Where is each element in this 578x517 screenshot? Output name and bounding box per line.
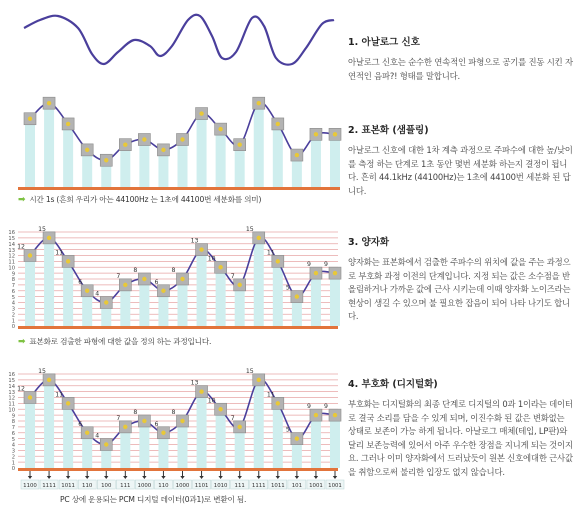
y-tick-label: 1 — [11, 460, 15, 467]
sample-bar — [63, 261, 73, 326]
section-desc-encoding: 부호화는 디지털화의 최종 단계로 디지털의 0과 1이라는 데이터로 결국 소리를 담을 수 있게 되며, 이진수화 된 값은 변화없는 상태로 보존이 가능 하게 됩니다. 아날로그 매체(테입, LP판)와 달리 보존능력에 있어서 아주 우수한 장점을 지니게 되는 것이지요. 그러나 이미 양자화에서 드러났듯이 원본 신호에대한 근사값을 취함으로써 불리한 입장도 없지 않습니다. — [348, 399, 573, 477]
section-desc-sampling: 아날로그 신호에 대한 1차 계측 과정으로 주파수에 대한 높/낮이를 측정 하는 단계로 1초 동안 몇번 세분화 하는지 결정이 됩니다. 흔히 44.1kHz (44100Hz)는 1초에 44100번 세분화 된 답니다. — [348, 145, 573, 196]
section-title-analog: 1. 아날로그 신호 — [348, 37, 420, 48]
binary-code-label: 1001 — [328, 483, 342, 489]
y-tick-label: 4 — [11, 442, 15, 449]
y-tick-label: 5 — [11, 294, 15, 301]
sample-value-label: 9 — [324, 403, 328, 411]
sample-dot — [161, 148, 165, 152]
sample-bar — [197, 392, 207, 468]
y-tick-label: 2 — [11, 454, 15, 461]
sample-dot — [47, 101, 51, 105]
binary-code-label: 1000 — [175, 483, 190, 489]
y-tick-label: 2 — [11, 312, 15, 319]
section-title-sampling: 2. 표본화 (샘플링) — [348, 125, 429, 136]
arrow-down-icon — [123, 476, 127, 479]
sample-bar — [139, 421, 149, 468]
y-tick-label: 10 — [8, 265, 15, 272]
binary-code-label: 1011 — [61, 483, 75, 489]
y-tick-label: 3 — [11, 448, 15, 455]
y-tick-label: 10 — [8, 407, 15, 414]
sample-dot — [123, 142, 127, 146]
analog-wave-line — [24, 15, 334, 65]
y-tick-label: 9 — [11, 413, 15, 420]
sample-bar — [311, 273, 321, 326]
sample-dot — [257, 236, 261, 240]
sample-value-label: 9 — [306, 261, 311, 269]
sample-dot — [123, 425, 127, 429]
level-baseline — [18, 326, 338, 329]
sample-dot — [142, 419, 146, 423]
sample-dot — [237, 142, 241, 146]
sample-dot — [295, 294, 299, 298]
y-tick-label: 6 — [11, 430, 15, 437]
sample-dot — [276, 401, 280, 405]
section-quantization — [348, 234, 574, 324]
y-tick-label: 11 — [8, 401, 15, 408]
quantization-chart — [0, 226, 340, 334]
sample-bar — [216, 267, 226, 326]
sample-value-label: 7 — [116, 414, 121, 422]
y-tick-label: 12 — [8, 395, 15, 402]
arrow-down-icon — [161, 476, 165, 479]
sample-bar — [178, 140, 188, 188]
sample-dot — [237, 283, 241, 287]
sample-dot — [333, 413, 337, 417]
y-tick-label: 14 — [8, 241, 15, 248]
sample-dot — [123, 283, 127, 287]
sample-value-label: 11 — [266, 391, 275, 399]
analog-wave-panel — [0, 6, 340, 86]
sample-value-label: 13 — [190, 379, 199, 387]
y-tick-label: 7 — [11, 283, 15, 290]
y-tick-label: 16 — [8, 230, 15, 237]
sample-dot — [161, 289, 165, 293]
sample-dot — [199, 247, 203, 251]
sample-dot — [66, 401, 70, 405]
sample-dot — [142, 137, 146, 141]
arrow-down-icon — [85, 476, 89, 479]
section-encoding — [348, 376, 574, 480]
sample-dot — [28, 395, 32, 399]
encoding-chart — [0, 368, 340, 490]
sample-value-label: 11 — [266, 249, 275, 257]
sample-value-label: 15 — [245, 367, 254, 375]
y-tick-label: 13 — [8, 389, 15, 396]
sample-bar — [197, 114, 207, 187]
binary-code-label: 1000 — [137, 483, 152, 489]
binary-code-label: 1010 — [213, 483, 228, 489]
arrow-down-icon — [314, 476, 318, 479]
sample-value-label: 7 — [116, 272, 121, 280]
sample-bar — [235, 145, 245, 187]
sample-value-label: 11 — [55, 249, 64, 257]
arrow-down-icon — [199, 476, 203, 479]
sample-value-label: 10 — [207, 397, 216, 405]
sample-value-label: 4 — [95, 290, 100, 298]
binary-code-label: 1111 — [251, 483, 266, 489]
sample-value-label: 8 — [133, 267, 138, 274]
arrow-down-icon — [47, 476, 51, 479]
sample-dot — [85, 431, 89, 435]
section-desc-analog: 아날로그 신호는 순수한 연속적인 파형으로 공기를 진동 시킨 자연적인 음파?! 형태를 말합니다. — [348, 57, 573, 81]
y-tick-label: 8 — [11, 419, 15, 426]
y-tick-label: 11 — [8, 259, 15, 266]
binary-code-label: 101 — [291, 483, 303, 489]
sample-dot — [218, 265, 222, 269]
sample-bar — [216, 129, 226, 187]
sample-dot — [314, 132, 318, 136]
sample-bar — [178, 421, 188, 468]
y-tick-label: 6 — [11, 288, 15, 295]
sample-dot — [276, 259, 280, 263]
y-tick-label: 16 — [8, 372, 15, 379]
sample-bar — [25, 119, 35, 187]
section-title-quantization: 3. 양자화 — [348, 237, 390, 248]
quantization-caption-text: 표본화로 검출한 파형에 대한 값을 정의 하는 과정입니다. — [29, 337, 212, 346]
sample-value-label: 7 — [230, 414, 235, 422]
binary-code-label: 1101 — [194, 483, 209, 489]
sample-bar — [254, 380, 264, 468]
arrow-down-icon — [237, 476, 241, 479]
sample-dot — [161, 431, 165, 435]
sample-value-label: 13 — [190, 237, 199, 245]
sample-bar — [330, 134, 340, 187]
sample-dot — [333, 132, 337, 136]
sample-bar — [197, 250, 207, 326]
y-tick-label: 14 — [8, 383, 15, 390]
arrow-down-icon — [66, 476, 70, 479]
binary-code-label: 110 — [82, 483, 93, 489]
sample-bar — [178, 279, 188, 326]
sample-dot — [314, 271, 318, 275]
arrow-down-icon — [257, 476, 261, 479]
sample-value-label: 9 — [306, 403, 311, 411]
time-baseline — [18, 187, 340, 190]
sample-dot — [237, 425, 241, 429]
binary-code-label: 110 — [158, 483, 169, 489]
sample-bar — [25, 398, 35, 469]
y-tick-label: 4 — [11, 300, 15, 307]
sample-value-label: 11 — [55, 391, 64, 399]
sampling-caption — [18, 194, 261, 205]
encoding-caption-text: PC 상에 운용되는 PCM 디지털 데이터(0과1)로 변환이 됨. — [60, 495, 247, 504]
sample-value-label: 12 — [17, 385, 25, 393]
sample-value-label: 12 — [17, 243, 25, 251]
sample-bar — [273, 403, 283, 468]
sample-value-label: 7 — [230, 272, 235, 280]
sample-dot — [47, 236, 51, 240]
y-tick-label: 8 — [11, 277, 15, 284]
sample-bar — [254, 103, 264, 187]
sample-value-label: 6 — [78, 278, 83, 286]
y-tick-label: 12 — [8, 253, 15, 260]
sample-value-label: 9 — [324, 261, 328, 269]
sample-dot — [314, 413, 318, 417]
arrow-down-icon — [333, 476, 337, 479]
sample-value-label: 6 — [154, 278, 159, 286]
section-desc-quantization: 양자화는 표본화에서 검출한 주파수의 위치에 값을 주는 과정으로 부호화 과정 이전의 단계입니다. 지정 되는 값은 소수점을 반올림하거나 가까운 값에 근사 시키는데 이때 양자화 노이즈라는 현상이 생길 수 있으며 불 필요한 잡음이 되어 나타 나기도 합니다. — [348, 257, 571, 322]
sample-dot — [85, 289, 89, 293]
sample-value-label: 15 — [38, 225, 46, 233]
sample-value-label: 15 — [245, 225, 254, 233]
sample-dot — [199, 389, 203, 393]
section-analog — [348, 34, 574, 83]
y-tick-label: 1 — [11, 318, 15, 325]
quantization-caption — [18, 336, 211, 347]
arrow-down-icon — [28, 476, 32, 479]
y-tick-label: 15 — [8, 236, 15, 243]
binary-code-label: 1001 — [309, 483, 323, 489]
sample-dot — [295, 436, 299, 440]
sample-bar — [216, 409, 226, 468]
sample-dot — [180, 277, 184, 281]
sample-value-label: 6 — [78, 420, 83, 428]
sample-dot — [104, 158, 108, 162]
sampling-caption-text: 시간 1s (흔희 우리가 아는 44100Hz 는 1초에 44100번 세분화를 의미) — [29, 195, 262, 204]
binary-code-label: 100 — [101, 483, 112, 489]
sample-dot — [66, 259, 70, 263]
sample-bar — [139, 140, 149, 188]
arrow-down-icon — [104, 476, 108, 479]
arrow-down-icon — [218, 476, 222, 479]
arrow-down-icon — [180, 476, 184, 479]
sample-dot — [180, 419, 184, 423]
section-sampling — [348, 122, 574, 198]
sample-dot — [66, 122, 70, 126]
sample-value-label: 6 — [154, 420, 159, 428]
sample-dot — [295, 153, 299, 157]
arrow-down-icon — [276, 476, 280, 479]
sample-dot — [28, 253, 32, 257]
sample-bar — [25, 256, 35, 327]
sample-dot — [257, 101, 261, 105]
sample-bar — [44, 238, 54, 326]
sample-bar — [44, 380, 54, 468]
y-tick-label: 15 — [8, 378, 15, 385]
y-tick-label: 0 — [11, 466, 15, 473]
y-tick-label: 7 — [11, 425, 15, 432]
sample-value-label: 5 — [285, 426, 290, 434]
sample-bar — [311, 134, 321, 187]
binary-code-label: 111 — [234, 483, 245, 489]
encoding-caption — [60, 494, 246, 505]
y-tick-label: 9 — [11, 271, 15, 278]
sample-dot — [85, 148, 89, 152]
y-tick-label: 0 — [11, 324, 15, 331]
sample-value-label: 8 — [133, 409, 138, 416]
sample-bar — [254, 238, 264, 326]
sample-dot — [142, 277, 146, 281]
sample-bar — [63, 403, 73, 468]
arrow-down-icon — [142, 476, 146, 479]
sample-bar — [330, 415, 340, 468]
sampling-chart — [0, 90, 340, 192]
binary-code-label: 1111 — [42, 483, 56, 489]
binary-code-label: 1011 — [270, 483, 285, 489]
sample-dot — [28, 117, 32, 121]
sample-dot — [180, 137, 184, 141]
sample-value-label: 10 — [207, 255, 216, 263]
section-title-encoding: 4. 부호화 (디지털화) — [348, 379, 438, 390]
arrow-right-icon: ➡ — [18, 195, 26, 205]
sample-bar — [330, 273, 340, 326]
y-tick-label: 5 — [11, 436, 15, 443]
sample-dot — [199, 111, 203, 115]
sample-dot — [104, 442, 108, 446]
sample-dot — [47, 378, 51, 382]
sample-value-label: 8 — [171, 409, 176, 416]
sample-value-label: 8 — [171, 267, 176, 274]
sample-dot — [218, 407, 222, 411]
sample-bar — [311, 415, 321, 468]
sample-value-label: 15 — [38, 367, 46, 375]
level-baseline — [18, 468, 338, 471]
sample-dot — [257, 378, 261, 382]
arrow-down-icon — [295, 476, 299, 479]
arrow-right-icon: ➡ — [18, 337, 26, 347]
sample-dot — [333, 271, 337, 275]
sample-value-label: 5 — [285, 284, 290, 292]
sample-bar — [273, 124, 283, 187]
sample-value-label: 4 — [95, 432, 100, 440]
sample-bar — [273, 261, 283, 326]
sample-dot — [104, 300, 108, 304]
sample-bar — [139, 279, 149, 326]
y-tick-label: 13 — [8, 247, 15, 254]
sample-dot — [276, 122, 280, 126]
sample-bar — [44, 103, 54, 187]
sample-bar — [120, 145, 130, 187]
sample-bar — [63, 124, 73, 187]
binary-code-label: 1100 — [23, 483, 37, 489]
sample-dot — [218, 127, 222, 131]
binary-code-label: 111 — [120, 483, 131, 489]
y-tick-label: 3 — [11, 306, 15, 313]
